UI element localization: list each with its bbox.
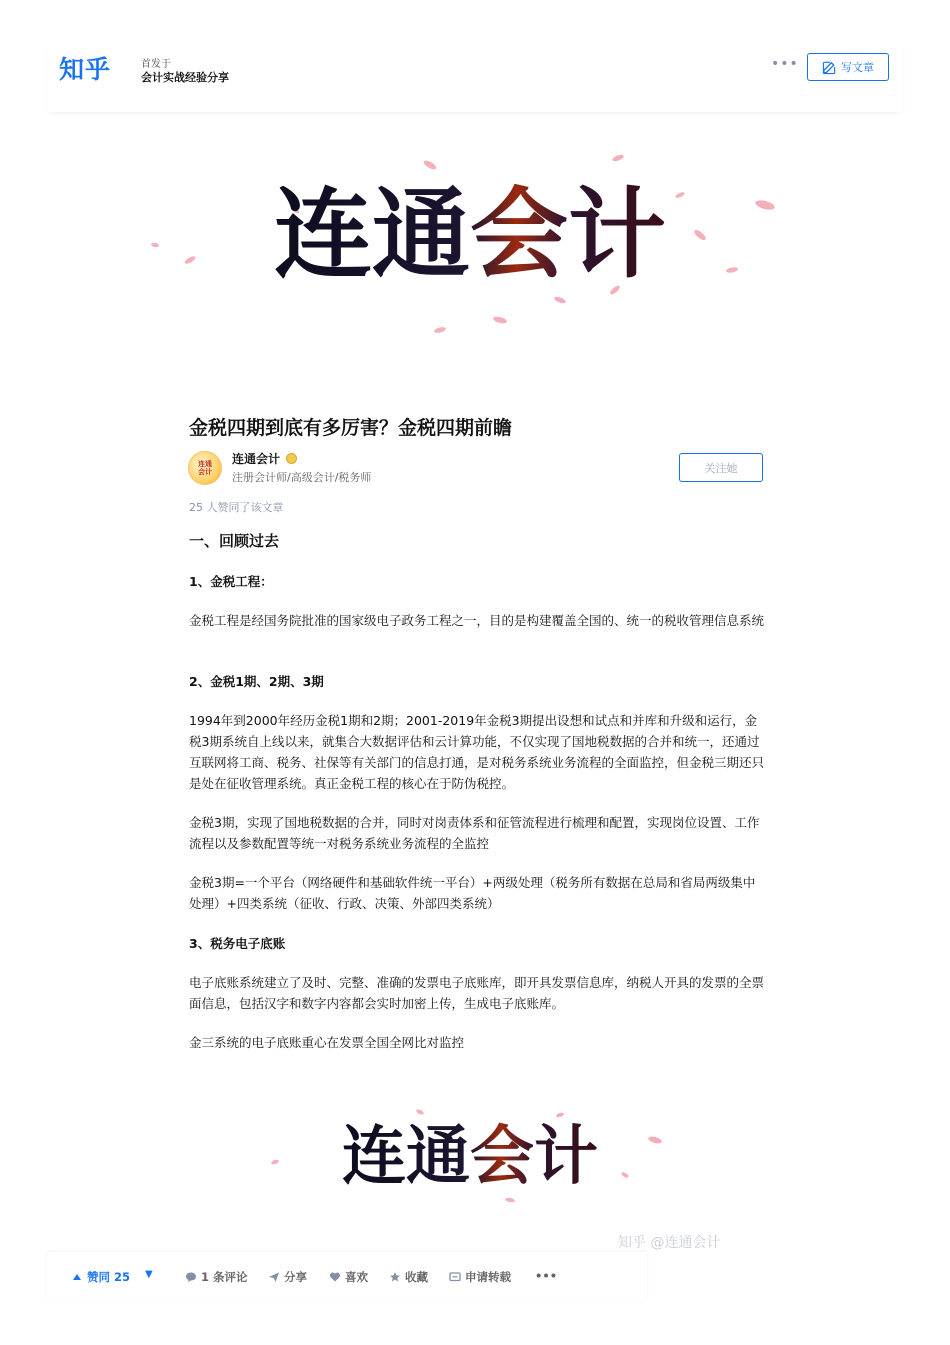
comment-icon	[185, 1271, 197, 1283]
like-label: 喜欢	[345, 1270, 368, 1284]
comment-button[interactable]	[185, 1269, 248, 1285]
published-caption: 首发于	[141, 59, 171, 70]
top-header	[47, 40, 903, 112]
paragraph-5: 电子底账系统建立了及时、完整、准确的发票电子底账库，即开具发票信息库，纳税人开具的发票的全票面信息，包括汉字和数字内容都会实时加密上传，生成电子底账库。	[189, 975, 765, 1011]
favorite-label: 收藏	[405, 1270, 428, 1284]
write-article-button[interactable]	[807, 53, 889, 81]
author-description: 注册会计师/高级会计/税务师	[232, 471, 372, 484]
share-label: 分享	[284, 1270, 307, 1284]
section-heading: 一、回顾过去	[189, 532, 280, 550]
paragraph-2: 1994年到2000年经历金税1期和2期；2001-2019年金税3期提出设想和试点和并库和升级和运行，金税3期系统自上线以来，就集合大数据评估和云计算功能，不仅实现了国地税数据的合并和统一，还通过互联网将工商、税务、社保等有关部门的信息打通，是对税务系统业务流程的全面监控，但金税三期还只是处在征收管理系统。真正金税工程的核心在于防伪税控。	[189, 713, 765, 791]
repost-request-button[interactable]	[449, 1269, 511, 1285]
image-watermark: 知乎 @连通会计	[618, 1235, 721, 1251]
article-action-bar	[47, 1252, 647, 1300]
heart-icon	[329, 1271, 341, 1283]
article-title: 金税四期到底有多厉害？金税四期前瞻	[189, 417, 513, 439]
write-article-label: 写文章	[841, 61, 874, 74]
banner-calligraphy-text: 连通会计	[273, 177, 667, 292]
paragraph-4: 金税3期=一个平台（网络硬件和基础软件统一平台）+两级处理（税务所有数据在总局和省局两级集中处理）+四类系统（征收、行政、决策、外部四类系统）	[189, 875, 756, 911]
paragraph-6: 金三系统的电子底账重心在发票全国全网比对监控	[189, 1035, 465, 1050]
triangle-up-icon	[71, 1271, 83, 1283]
favorite-button[interactable]	[389, 1269, 428, 1285]
avatar-text: 连通会计	[198, 460, 212, 476]
image-calligraphy-text: 连通会计	[342, 1119, 598, 1194]
subsection-heading-1: 1、金税工程：	[189, 574, 273, 589]
likes-note: 25 人赞同了该文章	[189, 501, 284, 514]
author-avatar[interactable]	[188, 451, 222, 485]
title-banner-image	[140, 140, 800, 350]
like-button[interactable]	[329, 1269, 368, 1285]
more-actions-label: •••	[535, 1269, 558, 1283]
calligraphy-banner	[140, 140, 800, 350]
zhihu-logo[interactable]: 知乎	[59, 55, 112, 84]
column-name-link[interactable]: 会计实战经验分享	[141, 71, 229, 84]
share-icon	[268, 1271, 280, 1283]
subsection-heading-3: 3、税务电子底账	[189, 936, 286, 951]
repost-icon	[449, 1271, 461, 1283]
paragraph-1: 金税工程是经国务院批准的国家级电子政务工程之一，目的是构建覆盖全国的、统一的税收管理信息系统	[189, 613, 765, 628]
comment-label: 1 条评论	[201, 1270, 248, 1284]
calligraphy-image	[260, 1100, 680, 1220]
downvote-button[interactable]	[145, 1269, 153, 1280]
subsection-heading-2: 2、金税1期、2期、3期	[189, 674, 324, 689]
upvote-label: 赞同 25	[87, 1270, 131, 1284]
share-button[interactable]	[268, 1269, 307, 1285]
follow-button[interactable]: 关注她	[679, 453, 763, 482]
more-options-button[interactable]: •••	[771, 56, 799, 72]
author-name-link[interactable]: 连通会计	[232, 452, 281, 466]
more-actions-button[interactable]	[535, 1269, 557, 1283]
star-icon	[389, 1271, 401, 1283]
edit-icon	[822, 60, 837, 75]
paragraph-3: 金税3期，实现了国地税数据的合并，同时对岗责体系和征管流程进行梳理和配置，实现岗位设置、工作流程以及参数配置等统一对税务系统业务流程的全监控	[189, 815, 760, 851]
repost-label: 申请转载	[465, 1270, 511, 1284]
upvote-button[interactable]	[71, 1269, 130, 1285]
article-image	[260, 1100, 680, 1220]
triangle-down-icon: ▼	[145, 1269, 153, 1280]
author-badge-icon	[286, 453, 297, 464]
